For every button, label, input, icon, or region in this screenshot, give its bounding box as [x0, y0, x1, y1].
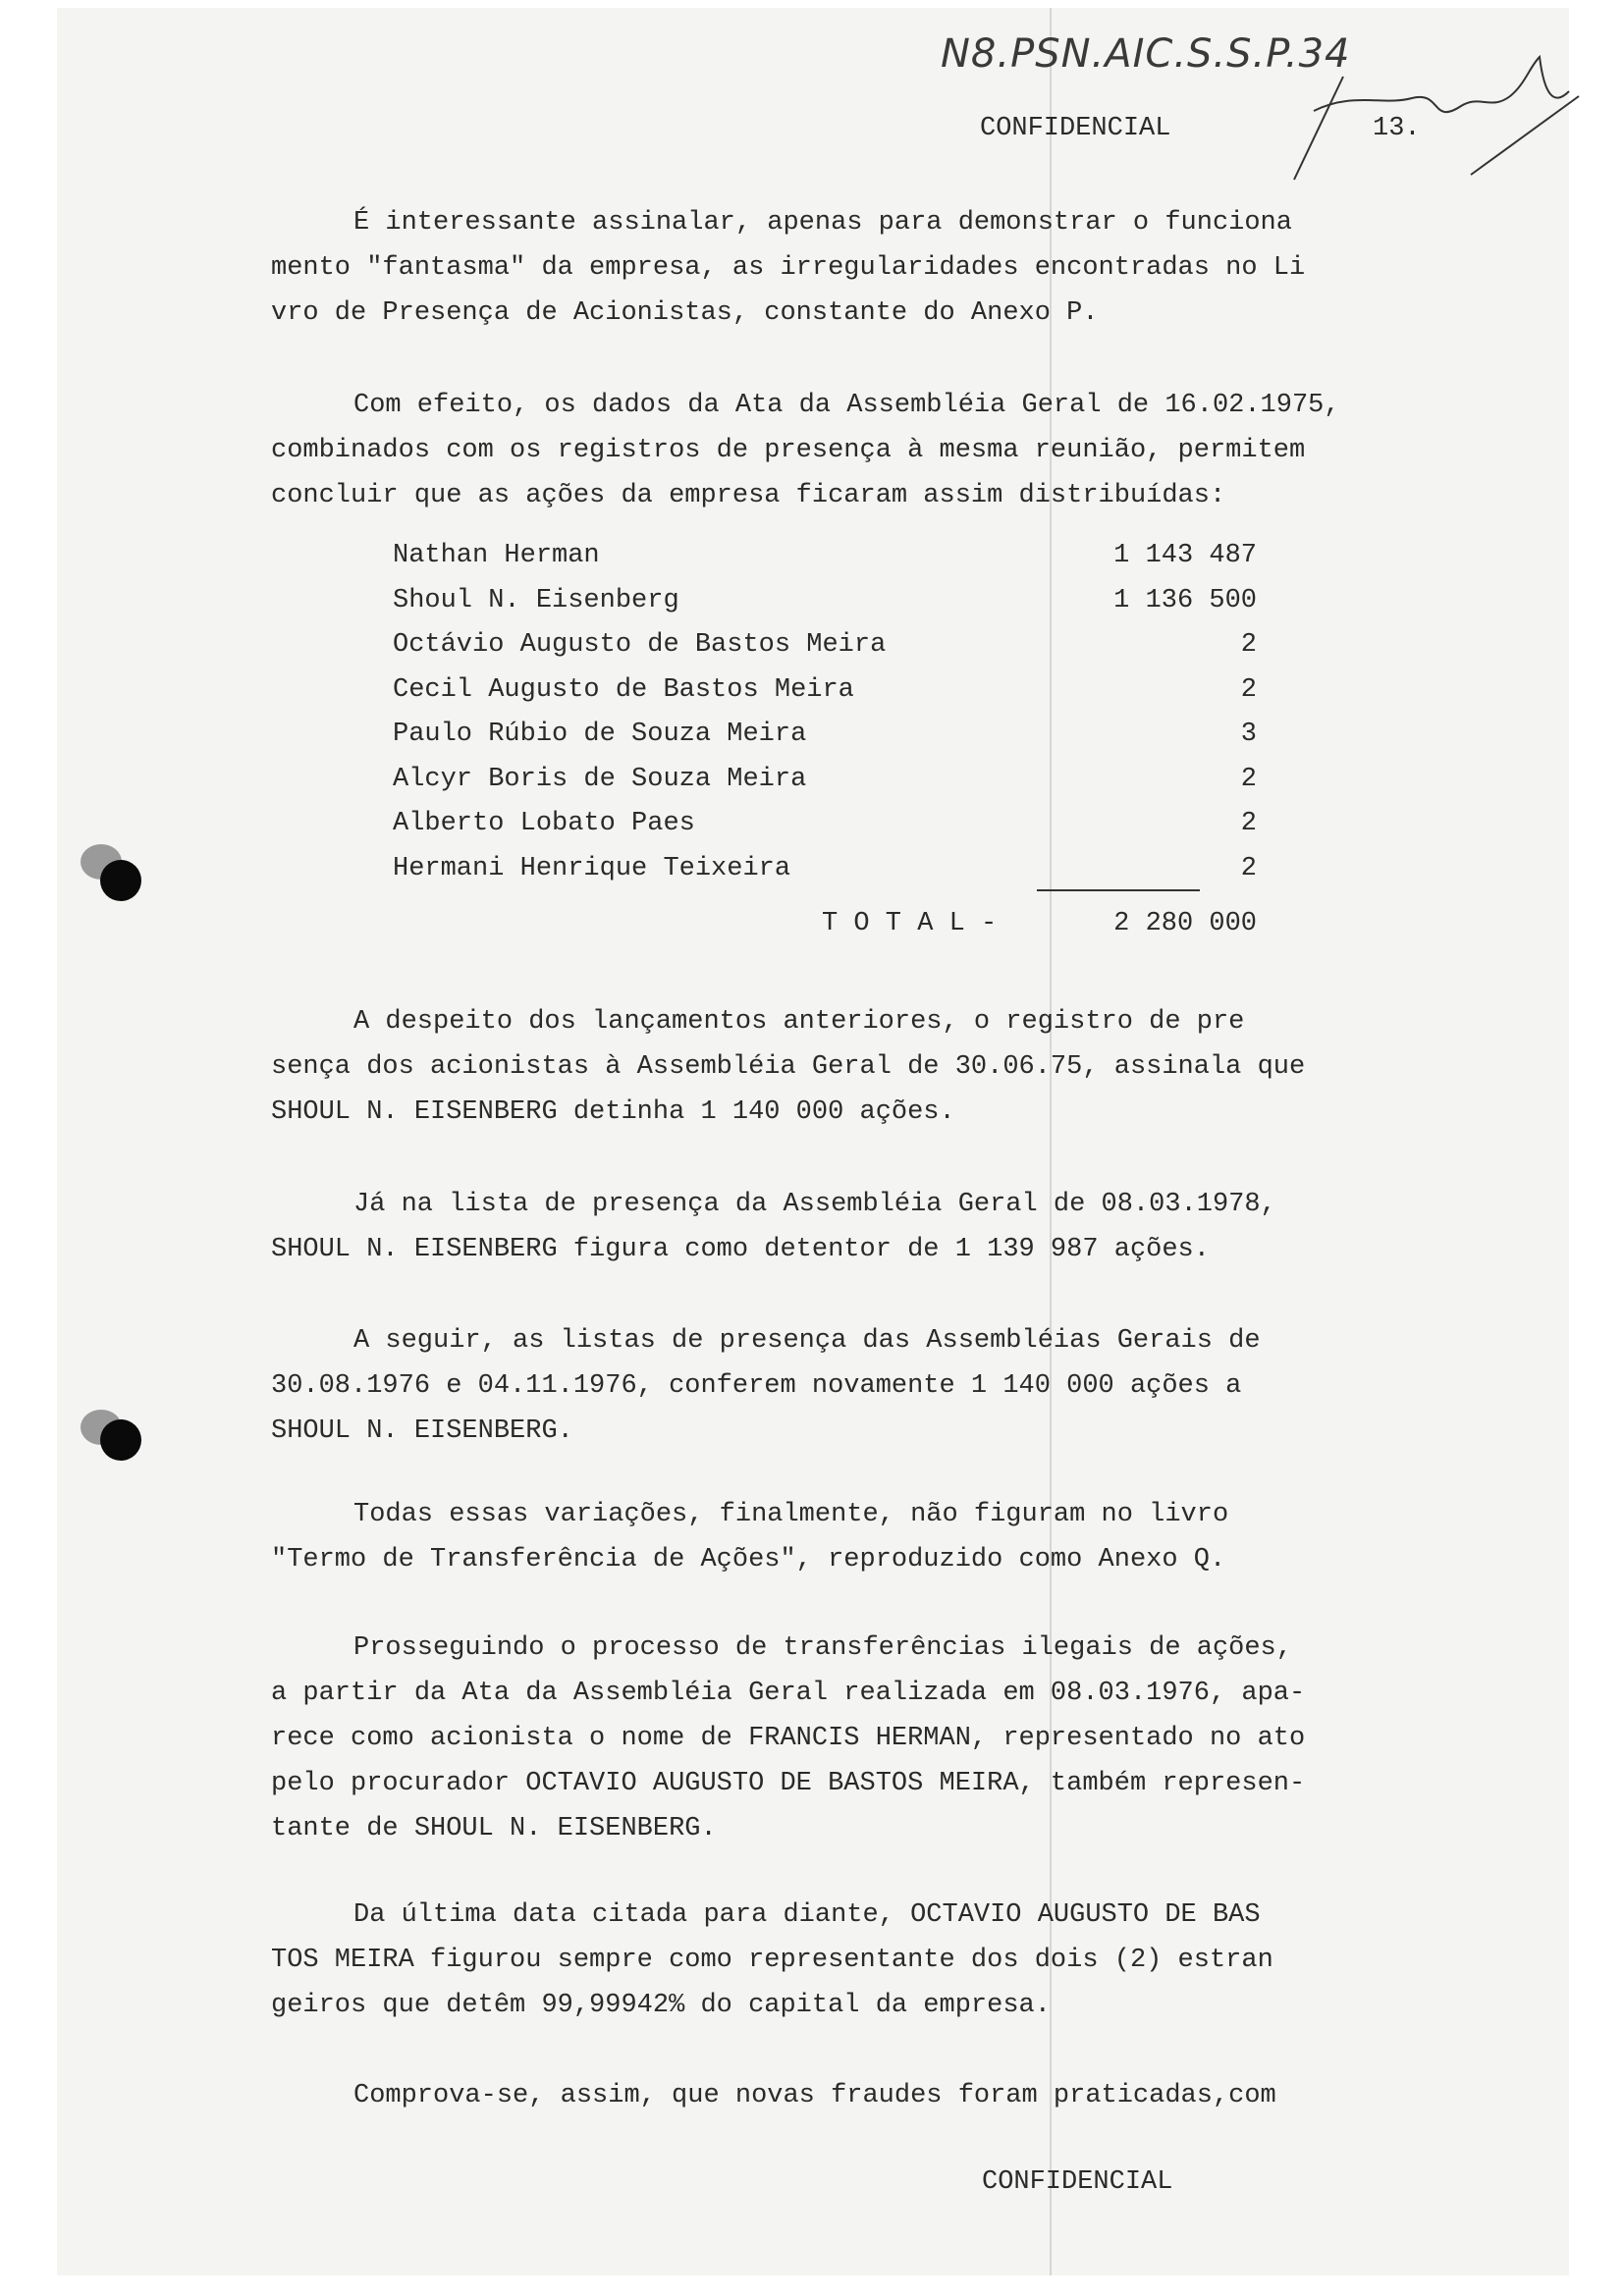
punch-hole [100, 1419, 141, 1461]
text-line: SHOUL N. EISENBERG detinha 1 140 000 ações. [271, 1097, 955, 1127]
table-row [393, 534, 1257, 579]
table-row [393, 623, 1257, 668]
table-row [393, 713, 1257, 758]
text-line: Prosseguindo o processo de transferências ilegais de ações, [353, 1633, 1292, 1663]
text-line: Comprova-se, assim, que novas fraudes foram praticadas,com [353, 2081, 1276, 2110]
text-line: Com efeito, os dados da Ata da Assembléia Geral de 16.02.1975, [353, 391, 1340, 420]
text-line: TOS MEIRA figurou sempre como representante dos dois (2) estran [271, 1946, 1273, 1975]
shareholder-table [393, 534, 1257, 891]
total-label: T O T A L - [822, 909, 998, 938]
text-line: combinados com os registros de presença à mesma reunião, permitem [271, 436, 1306, 465]
total-value: 2 280 000 [1113, 909, 1257, 938]
paragraph-9 [271, 2073, 1489, 2118]
text-line: SHOUL N. EISENBERG figura como detentor de 1 139 987 ações. [271, 1235, 1210, 1264]
text-line: A despeito dos lançamentos anteriores, o registro de pre [353, 1007, 1245, 1037]
page-number: 13. [1373, 114, 1421, 143]
paragraph-4 [271, 1182, 1489, 1272]
text-line: sença dos acionistas à Assembléia Geral de 30.06.75, assinala que [271, 1052, 1306, 1082]
shareholder-shares: 1 143 487 [1113, 541, 1257, 570]
paragraph-2 [271, 383, 1489, 518]
text-line: "Termo de Transferência de Ações", reproduzido como Anexo Q. [271, 1545, 1226, 1575]
text-line: pelo procurador OCTAVIO AUGUSTO DE BASTOS MEIRA, também represen- [271, 1769, 1306, 1798]
text-line: a partir da Ata da Assembléia Geral realizada em 08.03.1976, apa- [271, 1679, 1306, 1708]
text-line: geiros que detêm 99,99942% do capital da empresa. [271, 1991, 1051, 2020]
table-row [393, 847, 1257, 892]
paragraph-7 [271, 1626, 1489, 1851]
punch-hole [100, 860, 141, 901]
text-line: Todas essas variações, finalmente, não figuram no livro [353, 1500, 1229, 1529]
text-line: SHOUL N. EISENBERG. [271, 1416, 573, 1446]
text-line: Já na lista de presença da Assembléia Geral de 08.03.1978, [353, 1190, 1276, 1219]
text-line: tante de SHOUL N. EISENBERG. [271, 1814, 717, 1843]
text-line: A seguir, as listas de presença das Assembléias Gerais de [353, 1326, 1261, 1356]
shareholder-shares: 3 [1240, 720, 1257, 749]
text-line: rece como acionista o nome de FRANCIS HERMAN, representado no ato [271, 1724, 1306, 1753]
shareholder-name: Octávio Augusto de Bastos Meira [393, 630, 887, 660]
text-line: Da última data citada para diante, OCTAVIO AUGUSTO DE BAS [353, 1900, 1261, 1930]
shareholder-shares: 1 136 500 [1113, 585, 1257, 615]
table-row [393, 668, 1257, 714]
shareholder-name: Hermani Henrique Teixeira [393, 853, 791, 883]
text-line: concluir que as ações da empresa ficaram assim distribuídas: [271, 481, 1226, 510]
text-line: vro de Presença de Acionistas, constante do Anexo P. [271, 298, 1099, 328]
shareholder-shares: 2 [1240, 674, 1257, 705]
paragraph-1 [271, 200, 1489, 336]
sum-rule [1037, 889, 1200, 891]
text-line: mento "fantasma" da empresa, as irregularidades encontradas no Li [271, 253, 1306, 283]
shareholder-name: Alberto Lobato Paes [393, 809, 695, 838]
paragraph-8 [271, 1893, 1489, 2028]
table-row [393, 758, 1257, 803]
handwritten-signature [1274, 37, 1589, 185]
shareholder-shares: 2 [1240, 853, 1257, 883]
total-row [822, 909, 1257, 938]
confidential-footer: CONFIDENCIAL [982, 2167, 1173, 2197]
shareholder-shares: 2 [1240, 809, 1257, 838]
text-line: 30.08.1976 e 04.11.1976, conferem novamente 1 140 000 ações a [271, 1371, 1242, 1401]
handwritten-reference: N8.PSN.AIC.S.S.P.34 [941, 31, 1351, 77]
paragraph-3 [271, 999, 1489, 1135]
shareholder-name: Shoul N. Eisenberg [393, 585, 679, 615]
table-row [393, 802, 1257, 847]
table-row [393, 579, 1257, 624]
text-line: É interessante assinalar, apenas para demonstrar o funciona [353, 208, 1292, 238]
shareholder-name: Cecil Augusto de Bastos Meira [393, 674, 854, 705]
paragraph-6 [271, 1492, 1489, 1582]
shareholder-name: Paulo Rúbio de Souza Meira [393, 720, 807, 749]
paragraph-5 [271, 1318, 1489, 1454]
shareholder-shares: 2 [1240, 630, 1257, 660]
shareholder-shares: 2 [1240, 764, 1257, 794]
document-page [57, 8, 1569, 2275]
shareholder-name: Alcyr Boris de Souza Meira [393, 764, 807, 794]
confidential-header: CONFIDENCIAL [980, 114, 1171, 143]
shareholder-name: Nathan Herman [393, 541, 600, 570]
